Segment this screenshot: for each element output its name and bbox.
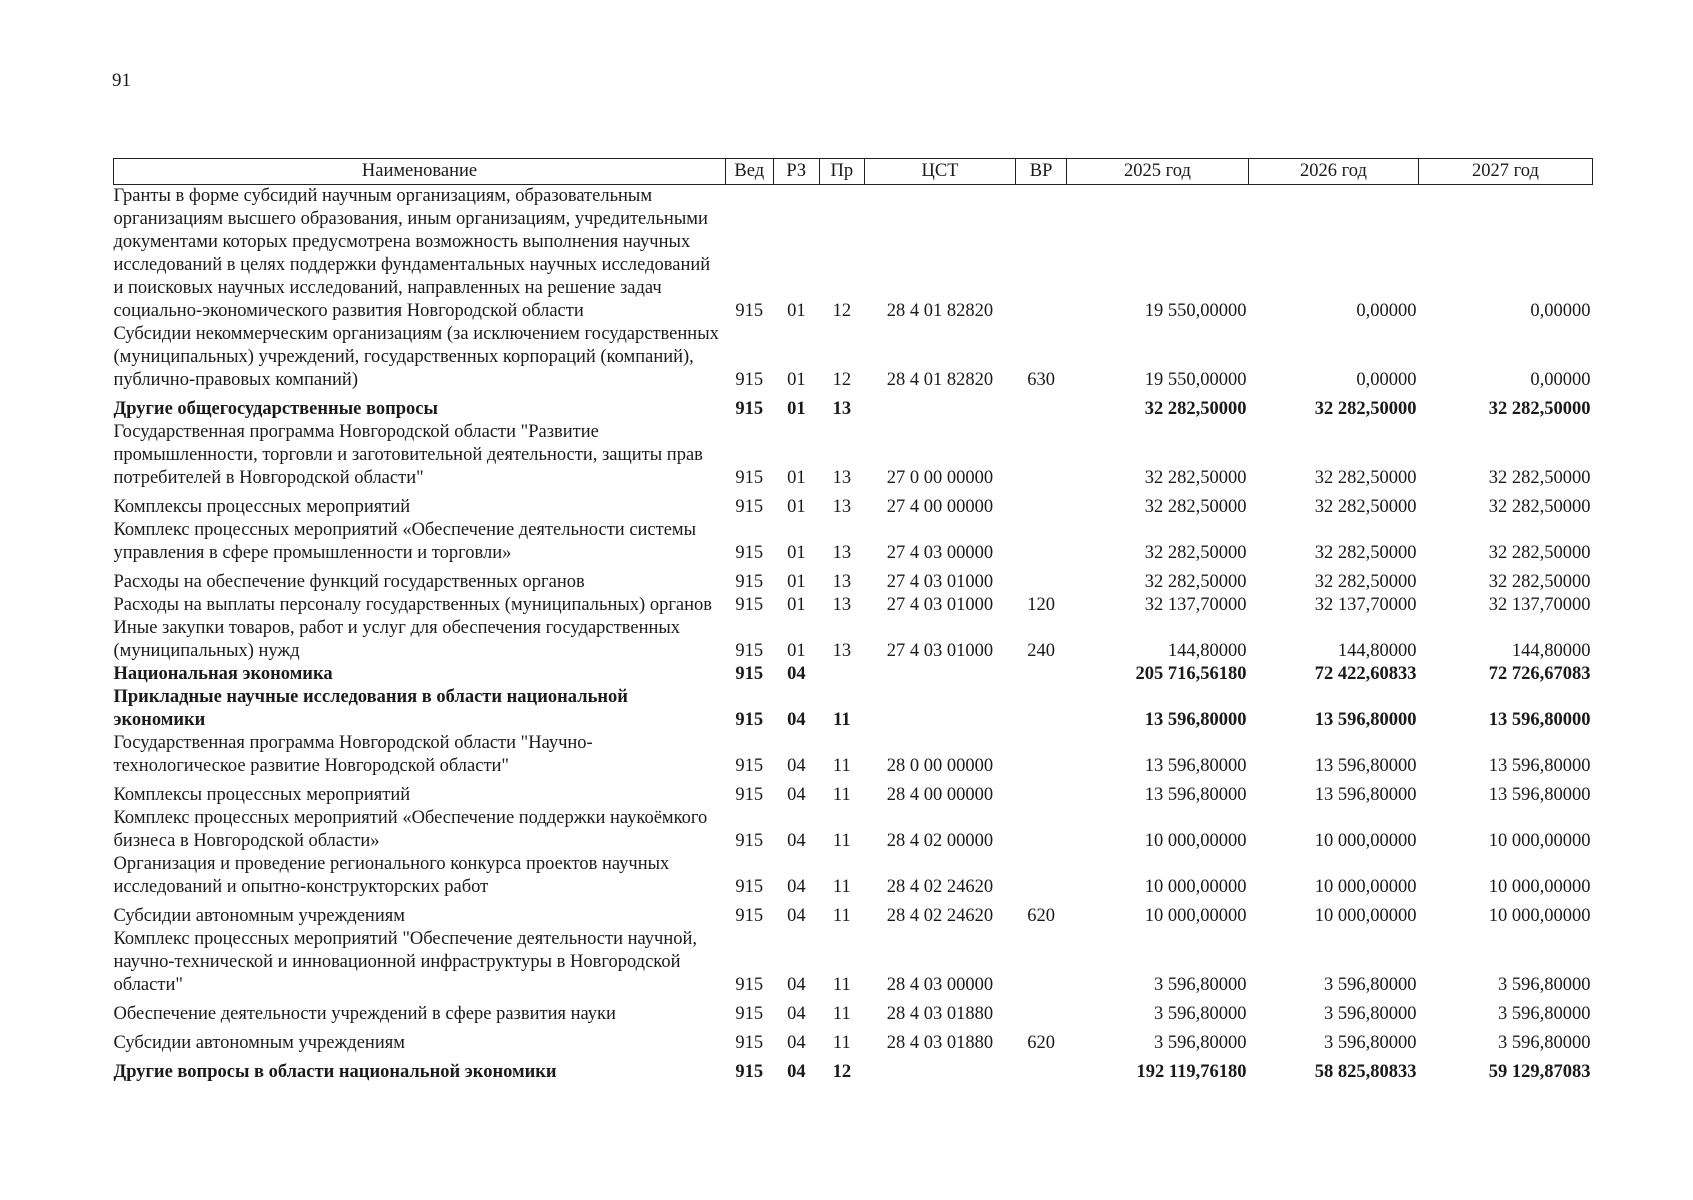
row-2027: 13 596,80000 [1488, 785, 1591, 805]
table-row [114, 565, 1593, 594]
table-row [114, 807, 1593, 853]
table-row [114, 853, 1593, 899]
row-pr: 11 [832, 785, 851, 805]
row-pr [820, 663, 865, 686]
row-cst: 28 4 02 24620 [886, 906, 994, 926]
row-2027: 0,00000 [1530, 370, 1591, 390]
row-vr [1016, 807, 1067, 853]
row-2026: 32 282,50000 [1314, 468, 1417, 488]
header-2025: 2025 год [1066, 159, 1248, 185]
row-2025: 10 000,00000 [1144, 906, 1247, 926]
row-2026: 0,00000 [1356, 301, 1417, 321]
header-vr: ВР [1016, 159, 1067, 185]
row-ved: 915 [735, 468, 764, 488]
row-name: Другие вопросы в области национальной экономики [113, 1062, 557, 1082]
row-vr [1016, 997, 1067, 1026]
row-2026: 58 825,80833 [1314, 1062, 1417, 1082]
row-rz: 04 [787, 831, 806, 851]
row-rz: 01 [787, 572, 806, 592]
table-row [114, 928, 1593, 997]
row-2025: 32 282,50000 [1144, 468, 1247, 488]
table-row [114, 1026, 1593, 1055]
header-name: Наименование [114, 159, 726, 185]
row-pr: 11 [832, 877, 851, 897]
row-ved: 915 [735, 301, 764, 321]
row-cst: 28 4 01 82820 [886, 301, 994, 321]
table-row [114, 323, 1593, 392]
row-2025: 32 282,50000 [1144, 497, 1247, 517]
row-vr [1016, 421, 1067, 490]
header-cst: ЦСТ [864, 159, 1016, 185]
row-2027: 3 596,80000 [1498, 1004, 1591, 1024]
row-ved: 915 [735, 370, 764, 390]
row-name: Другие общегосударственные вопросы [113, 399, 438, 419]
row-cst: 27 4 03 00000 [886, 543, 994, 563]
row-2026: 32 282,50000 [1314, 497, 1417, 517]
row-name: Комплекс процессных мероприятий «Обеспечение деятельности системы управления в сфере промышленности и торговли» [113, 520, 697, 563]
header-pr: Пр [820, 159, 865, 185]
row-2026: 3 596,80000 [1323, 975, 1417, 995]
row-2027: 32 282,50000 [1488, 399, 1591, 419]
row-2025: 32 282,50000 [1144, 399, 1247, 419]
row-2027: 10 000,00000 [1488, 831, 1591, 851]
table-row [114, 732, 1593, 778]
row-pr: 13 [832, 572, 852, 592]
table-row [114, 519, 1593, 565]
row-ved: 915 [735, 641, 764, 661]
row-2026: 32 282,50000 [1314, 572, 1417, 592]
row-vr [1016, 928, 1067, 997]
page-number: 91 [112, 70, 131, 91]
table-row [114, 185, 1593, 324]
row-2027: 0,00000 [1530, 301, 1591, 321]
table-row [114, 663, 1593, 686]
row-name: Комплекс процессных мероприятий «Обеспечение поддержки наукоёмкого бизнеса в Новгородской области» [113, 808, 708, 851]
table-row [114, 997, 1593, 1026]
row-vr: 620 [1027, 906, 1055, 926]
row-2027: 32 137,70000 [1488, 595, 1591, 615]
row-rz: 01 [787, 370, 806, 390]
row-2025: 19 550,00000 [1144, 370, 1247, 390]
row-2027: 3 596,80000 [1498, 975, 1591, 995]
row-2025: 13 596,80000 [1144, 710, 1247, 730]
table-header-row [114, 159, 1593, 185]
row-2025: 144,80000 [1167, 641, 1247, 661]
row-vr [1016, 392, 1067, 421]
row-ved: 915 [735, 975, 764, 995]
row-ved: 915 [735, 497, 764, 517]
table-row [114, 421, 1593, 490]
row-cst [864, 663, 1016, 686]
row-2025: 13 596,80000 [1144, 785, 1247, 805]
row-cst: 27 4 03 01000 [886, 641, 994, 661]
row-pr: 13 [832, 543, 852, 563]
row-name: Обеспечение деятельности учреждений в сфере развития науки [113, 1004, 616, 1024]
row-rz: 04 [787, 664, 806, 684]
row-vr [1016, 490, 1067, 519]
row-2026: 144,80000 [1337, 641, 1417, 661]
header-2026: 2026 год [1248, 159, 1418, 185]
row-cst: 28 4 02 00000 [886, 831, 994, 851]
row-2025: 10 000,00000 [1144, 831, 1247, 851]
row-pr: 11 [832, 906, 851, 926]
row-name: Субсидии автономным учреждениям [113, 1033, 405, 1053]
row-cst: 27 4 03 01000 [886, 595, 994, 615]
row-2026: 10 000,00000 [1314, 906, 1417, 926]
budget-table [113, 158, 1593, 1084]
row-name: Расходы на выплаты персоналу государственных (муниципальных) органов [113, 595, 713, 615]
row-name: Субсидии автономным учреждениям [113, 906, 405, 926]
row-cst: 27 4 03 01000 [886, 572, 994, 592]
row-vr [1016, 778, 1067, 807]
row-rz: 01 [787, 595, 806, 615]
row-2027: 13 596,80000 [1488, 710, 1591, 730]
row-name: Субсидии некоммерческим организациям (за исключением государственных (муниципальных) учреждений, государственных корпораций (компаний), публично-правовых компаний) [113, 324, 719, 390]
row-2026: 32 282,50000 [1314, 543, 1417, 563]
table-row [114, 490, 1593, 519]
row-2026: 32 282,50000 [1314, 399, 1417, 419]
row-ved: 915 [735, 906, 764, 926]
row-name: Прикладные научные исследования в области национальной экономики [113, 687, 628, 730]
row-cst: 28 4 03 01880 [886, 1033, 994, 1053]
row-vr [1016, 1055, 1067, 1084]
row-rz: 04 [787, 756, 806, 776]
row-2027: 32 282,50000 [1488, 572, 1591, 592]
table-row [114, 392, 1593, 421]
row-vr [1016, 185, 1067, 324]
table-row [114, 899, 1593, 928]
row-2027: 59 129,87083 [1488, 1062, 1591, 1082]
row-name: Государственная программа Новгородской области "Развитие промышленности, торговли и заготовительной деятельности, защиты прав потребителей в Новгородской области" [113, 422, 703, 488]
row-ved: 915 [735, 543, 764, 563]
row-cst: 27 4 00 00000 [886, 497, 994, 517]
row-pr: 13 [832, 497, 852, 517]
row-2026: 13 596,80000 [1314, 710, 1417, 730]
row-2026: 3 596,80000 [1323, 1004, 1417, 1024]
row-name: Гранты в форме субсидий научным организациям, образовательным организациям высшего образования, иным организациям, учредительными документами которых предусмотрена возможность выполнения научных исследований в целях поддержки фундаментальных научных исследований и поисковых научных исследований, направленных на решение задач социально-экономического развития Новгородской области [113, 186, 711, 321]
row-2025: 205 716,56180 [1135, 664, 1247, 684]
row-pr: 11 [832, 1033, 851, 1053]
row-vr: 240 [1027, 641, 1055, 661]
row-vr: 120 [1027, 595, 1055, 615]
row-rz: 01 [787, 468, 806, 488]
row-ved: 915 [735, 1033, 764, 1053]
row-2027: 72 726,67083 [1488, 664, 1591, 684]
row-2025: 32 137,70000 [1144, 595, 1247, 615]
row-2026: 3 596,80000 [1323, 1033, 1417, 1053]
row-2026: 10 000,00000 [1314, 831, 1417, 851]
row-rz: 01 [787, 641, 806, 661]
row-ved: 915 [735, 664, 764, 684]
row-name: Расходы на обеспечение функций государственных органов [113, 572, 585, 592]
row-2025: 10 000,00000 [1144, 877, 1247, 897]
row-vr [1016, 565, 1067, 594]
row-name: Комплексы процессных мероприятий [113, 785, 411, 805]
row-ved: 915 [735, 595, 764, 615]
row-2025: 32 282,50000 [1144, 572, 1247, 592]
row-rz: 04 [787, 1004, 806, 1024]
row-name: Национальная экономика [113, 664, 333, 684]
row-2026: 13 596,80000 [1314, 785, 1417, 805]
row-2026: 0,00000 [1356, 370, 1417, 390]
header-ved: Вед [726, 159, 774, 185]
row-vr: 630 [1027, 370, 1055, 390]
row-2025: 3 596,80000 [1153, 1033, 1247, 1053]
row-pr: 11 [832, 756, 851, 776]
row-2025: 32 282,50000 [1144, 543, 1247, 563]
row-pr: 13 [832, 468, 852, 488]
row-rz: 04 [787, 906, 806, 926]
row-vr [1016, 519, 1067, 565]
row-name: Комплексы процессных мероприятий [113, 497, 411, 517]
table-row [114, 778, 1593, 807]
header-rz: РЗ [773, 159, 820, 185]
row-rz: 04 [787, 710, 806, 730]
row-2027: 32 282,50000 [1488, 497, 1591, 517]
row-name: Комплекс процессных мероприятий "Обеспечение деятельности научной, научно-технической и инновационной инфраструктуры в Новгородской области" [113, 929, 698, 995]
row-rz: 04 [787, 1062, 806, 1082]
row-2025: 19 550,00000 [1144, 301, 1247, 321]
row-2026: 13 596,80000 [1314, 756, 1417, 776]
row-2027: 13 596,80000 [1488, 756, 1591, 776]
row-ved: 915 [735, 710, 764, 730]
row-rz: 01 [787, 497, 806, 517]
row-vr [1016, 732, 1067, 778]
table-row [114, 686, 1593, 732]
row-pr: 12 [832, 1062, 852, 1082]
row-ved: 915 [735, 1004, 764, 1024]
row-cst: 27 0 00 00000 [886, 468, 994, 488]
row-pr: 13 [832, 641, 852, 661]
row-vr: 620 [1027, 1033, 1055, 1053]
row-2027: 144,80000 [1511, 641, 1591, 661]
row-name: Организация и проведение регионального конкурса проектов научных исследований и опытно-конструкторских работ [113, 854, 670, 897]
row-rz: 01 [787, 301, 806, 321]
row-vr [1016, 663, 1067, 686]
row-2025: 192 119,76180 [1136, 1062, 1247, 1082]
row-cst [864, 392, 1016, 421]
row-pr: 11 [832, 831, 851, 851]
row-ved: 915 [735, 572, 764, 592]
row-pr: 12 [832, 301, 852, 321]
table-row [114, 617, 1593, 663]
row-2025: 3 596,80000 [1153, 1004, 1247, 1024]
row-name: Иные закупки товаров, работ и услуг для обеспечения государственных (муниципальных) нужд [113, 618, 681, 661]
row-name: Государственная программа Новгородской области "Научно-технологическое развитие Новгородской области" [113, 733, 593, 776]
row-pr: 13 [832, 399, 852, 419]
row-cst: 28 4 03 01880 [886, 1004, 994, 1024]
table-row [114, 594, 1593, 617]
row-cst [864, 1055, 1016, 1084]
row-cst: 28 4 01 82820 [886, 370, 994, 390]
row-rz: 04 [787, 785, 806, 805]
row-vr [1016, 686, 1067, 732]
row-ved: 915 [735, 877, 764, 897]
row-ved: 915 [735, 831, 764, 851]
row-2027: 32 282,50000 [1488, 543, 1591, 563]
row-cst: 28 4 03 00000 [886, 975, 994, 995]
row-cst: 28 4 00 00000 [886, 785, 994, 805]
row-vr [1016, 853, 1067, 899]
row-cst: 28 0 00 00000 [886, 756, 994, 776]
row-rz: 04 [787, 975, 806, 995]
row-ved: 915 [735, 756, 764, 776]
row-rz: 04 [787, 877, 806, 897]
row-rz: 01 [787, 543, 806, 563]
row-pr: 13 [832, 595, 852, 615]
row-2025: 3 596,80000 [1153, 975, 1247, 995]
table-row [114, 1055, 1593, 1084]
row-2025: 13 596,80000 [1144, 756, 1247, 776]
row-ved: 915 [735, 399, 764, 419]
row-pr: 11 [832, 975, 851, 995]
row-pr: 11 [833, 710, 851, 730]
row-pr: 11 [832, 1004, 851, 1024]
row-2026: 10 000,00000 [1314, 877, 1417, 897]
row-rz: 01 [787, 399, 806, 419]
row-2027: 10 000,00000 [1488, 877, 1591, 897]
row-cst: 28 4 02 24620 [886, 877, 994, 897]
row-ved: 915 [735, 785, 764, 805]
row-cst [864, 686, 1016, 732]
row-rz: 04 [787, 1033, 806, 1053]
row-2027: 32 282,50000 [1488, 468, 1591, 488]
row-2026: 72 422,60833 [1314, 664, 1417, 684]
row-2027: 10 000,00000 [1488, 906, 1591, 926]
row-pr: 12 [832, 370, 852, 390]
row-ved: 915 [735, 1062, 764, 1082]
row-2027: 3 596,80000 [1498, 1033, 1591, 1053]
header-2027: 2027 год [1418, 159, 1592, 185]
row-2026: 32 137,70000 [1314, 595, 1417, 615]
